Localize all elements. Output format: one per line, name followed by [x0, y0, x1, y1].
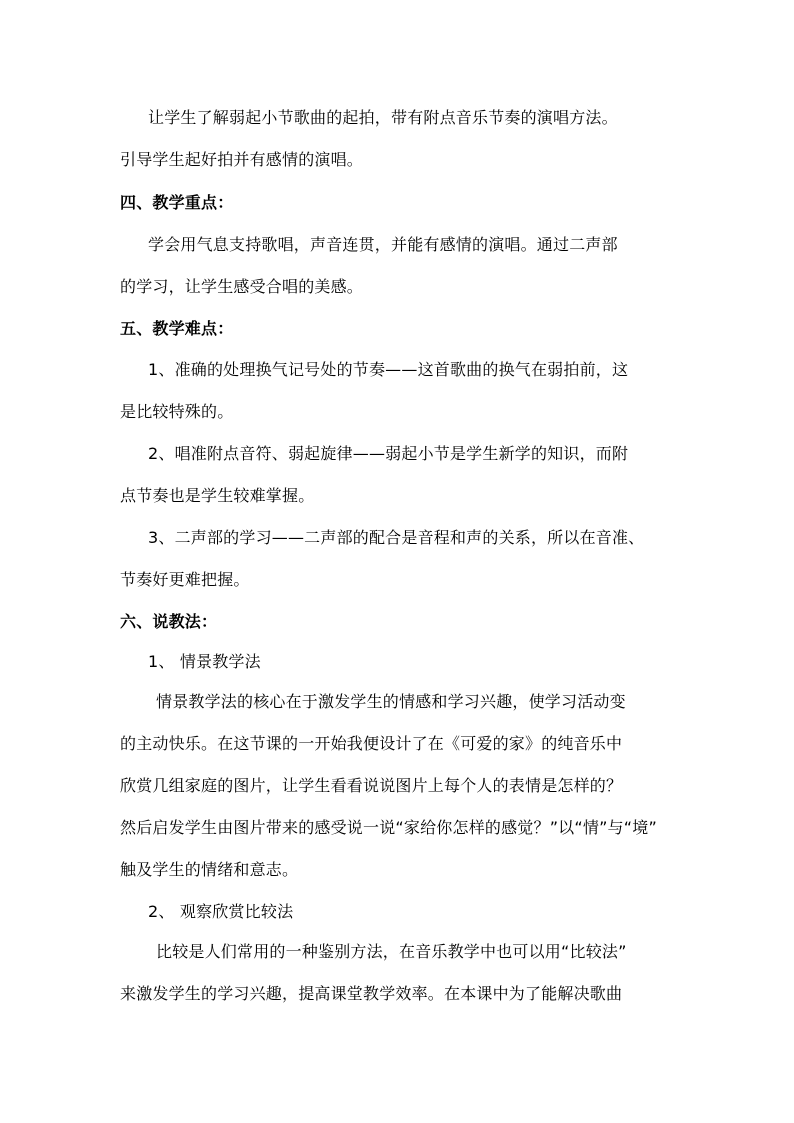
section-heading: 四、教学重点： [120, 193, 234, 212]
subheading-line: 1、 情景教学法 [148, 652, 261, 671]
paragraph-line: 比较是人们常用的一种鉴别方法，在音乐教学中也可以用“比较法” [156, 942, 627, 961]
paragraph-line: 的主动快乐。在这节课的一开始我便设计了在《可爱的家》的纯音乐中 [120, 734, 623, 753]
paragraph-line: 来激发学生的学习兴趣，提高课堂教学效率。在本课中为了能解决歌曲 [120, 984, 623, 1003]
paragraph-line: 情景教学法的核心在于激发学生的情感和学习兴趣，使学习活动变 [156, 692, 626, 711]
paragraph-line: 的学习，让学生感受合唱的美感。 [120, 277, 364, 296]
paragraph-line: 触及学生的情绪和意志。 [120, 860, 299, 879]
list-item-line: 2、唱准附点音符、弱起旋律——弱起小节是学生新学的知识，而附 [148, 444, 629, 463]
subheading-line: 2、 观察欣赏比较法 [148, 902, 294, 921]
paragraph-line: 引导学生起好拍并有感情的演唱。 [120, 150, 364, 169]
list-item-line: 3、二声部的学习——二声部的配合是音程和声的关系，所以在音准、 [148, 528, 645, 547]
paragraph-line: 欣赏几组家庭的图片，让学生看看说说图片上每个人的表情是怎样的？ [120, 776, 623, 795]
list-item-line: 点节奏也是学生较难掌握。 [120, 486, 315, 505]
paragraph-line: 然后启发学生由图片带来的感受说一说“家给你怎样的感觉？”以“情”与“境” [120, 818, 657, 837]
list-item-line: 是比较特殊的。 [120, 402, 234, 421]
list-item-line: 1、准确的处理换气记号处的节奏——这首歌曲的换气在弱拍前，这 [148, 360, 629, 379]
section-heading: 六、说教法： [120, 612, 218, 631]
list-item-line: 节奏好更难把握。 [120, 570, 250, 589]
section-heading: 五、教学难点： [120, 319, 234, 338]
paragraph-line: 让学生了解弱起小节歌曲的起拍，带有附点音乐节奏的演唱方法。 [148, 108, 618, 127]
paragraph-line: 学会用气息支持歌唱，声音连贯，并能有感情的演唱。通过二声部 [148, 235, 618, 254]
